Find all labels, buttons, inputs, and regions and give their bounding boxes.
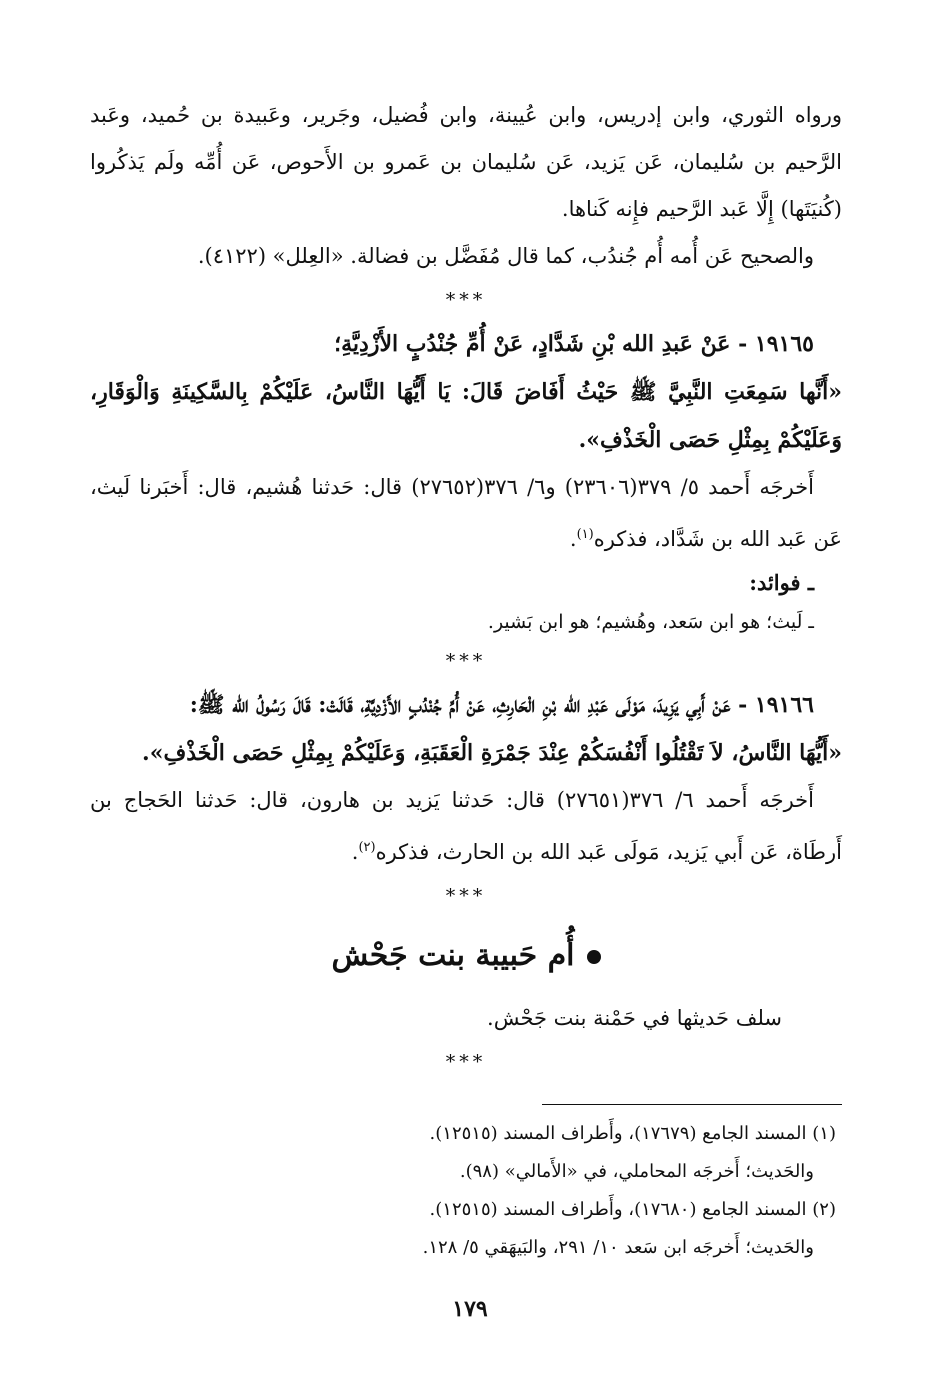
footnote-ref-1[interactable]: (١) [576,527,594,542]
hadith-2-takhrij: أَخرجَه أَحمد ٦/ ٣٧٦(٢٧٦٥١) قال: حَدثنا يَزيد بن هارون، قال: حَدثنا الحَجاج بن أَرطَاة، عَن أَبي يَزيد، مَولَى عَبد الله بن الحارث، فذكره$^{(٢)}$. [90,788,842,864]
footnote-1: (١) المسند الجامع (١٧٦٧٩)، وأَطراف المسند (١٢٥١٥). [429,1123,836,1144]
hadith-2-matn: «أَيُّهَا النَّاسُ، لاَ تَقْتُلُوا أَنْفُسَكُمْ عِنْدَ جَمْرَةِ الْعَقَبَةِ، وَعَلَيْكُمْ بِمِثْلِ حَصَى الْخَذْفِ». [142,740,842,766]
hadith-1-isnad-text: - عَنْ عَبدِ الله بْنِ شَدَّادٍ، عَنْ أُمِّ جُنْدُبٍ الأَزْدِيَّةِ؛ [334,331,748,357]
hadith-2-isnad-text: - عَنْ أَبِي يَزِيدَ، مَوْلَى عَبْدِ الله بْنِ الْحَارِثِ، عَنْ أُمِّ جُنْدُبٍ الأَزْدِيَّةِ، قَالَتْ: قَالَ رَسُولُ الله ﷺ: [189,692,748,718]
separator-stars-3: *** [445,885,487,907]
top-line-1: ورواه الثوري، وابن إدريس، وابن عُيينة، وابن فُضيل، وجَرير، وعَبيدة بن [200,103,842,127]
section-heading [90,924,842,988]
separator-stars: *** [445,289,487,311]
hadith-1-takhrij-text: أَخرجَه أَحمد ٥/ ٣٧٩(٢٣٦٠٦) و٦/ ٣٧٦(٢٧٦٥٢) قال: حَدثنا هُشيم، قال: أَخبَرنا لَيث، عَن عَبد الله بن شَدَّاد، فذكره [90,475,842,551]
hadith-2-isnad [90,681,842,729]
footnote-2: (٢) المسند الجامع (١٧٦٨٠)، وأَطراف المسند (١٢٥١٥). [429,1199,836,1220]
hadith-1-isnad [90,320,842,368]
separator-stars-4: *** [445,1051,487,1073]
bullet-icon [587,950,601,964]
hadith-2-number: ١٩١٦٦ [754,692,814,718]
hadith-1-matn: «أَنَّها سَمِعَتِ النَّبِيَّ ﷺ حَيْثُ أَفَاضَ قَالَ: يَا أَيُّهَا النَّاسُ، عَلَيْكُمْ بِالسَّكِينَةِ وَالْوَقَارِ، وَعَلَيْكُمْ بِمِثْلِ حَصَى الْخَذْفِ». [90,379,842,453]
top-line-3: ولَم يَذكُروا (كُنيَتَها) إِلَّا عَبد الرَّحيم فإِنه كَناها. [90,150,842,221]
correct-narration-note: والصحيح عَن أُمه أُم جُندُب، كما قال مُفَضَّل بن فضالة. «العِلل» (٤١٢٢). [197,244,814,268]
section-note: سلف حَديثها في حَمْنة بنت جَحْش. [487,1006,782,1030]
footnote-divider [542,1104,842,1105]
separator-stars-2: *** [445,650,487,672]
page-number: ١٧٩ [452,1296,488,1322]
footnote-2-continuation: والحَديث؛ أَخرجَه ابن سَعد ١٠/ ٢٩١، والبَيهَقي ٥/ ١٢٨. [422,1237,814,1258]
hadith-2-takhrij-text: أَخرجَه أَحمد ٦/ ٣٧٦(٢٧٦٥١) قال: حَدثنا يَزيد بن هارون، قال: حَدثنا الحَجاج بن أَرطَاة، عَن أَبي يَزيد، مَولَى عَبد الله بن الحارث، فذكره [90,788,842,864]
top-paragraph [90,92,842,233]
hadith-1-number: ١٩١٦٥ [754,331,814,357]
top-line-2: حُميد، وعَبد الرَّحيم بن سُليمان، عَن يَزيد، عَن سُليمان بن عَمرو بن الأَحوص، عَن أُمِّه [90,103,842,174]
section-title-text: أُم حَبيبة بنت جَحْش [331,938,575,973]
footnote-ref-2[interactable]: (٢) [358,840,376,855]
footnote-1-continuation: والحَديث؛ أَخرجَه المحاملي، في «الأَمالي» (٩٨). [459,1161,814,1182]
hadith-1-takhrij: أَخرجَه أَحمد ٥/ ٣٧٩(٢٣٦٠٦) و٦/ ٣٧٦(٢٧٦٥٢) قال: حَدثنا هُشيم، قال: أَخبَرنا لَيث، عَن عَبد الله بن شَدَّاد، فذكره$^{(١)}$. [90,475,842,551]
fawaid-label: ـ فوائد: [749,570,814,595]
fawaid-text: ـ لَيث؛ هو ابن سَعد، وهُشيم؛ هو ابن بَشير. [487,611,814,633]
page-body [90,92,842,1267]
